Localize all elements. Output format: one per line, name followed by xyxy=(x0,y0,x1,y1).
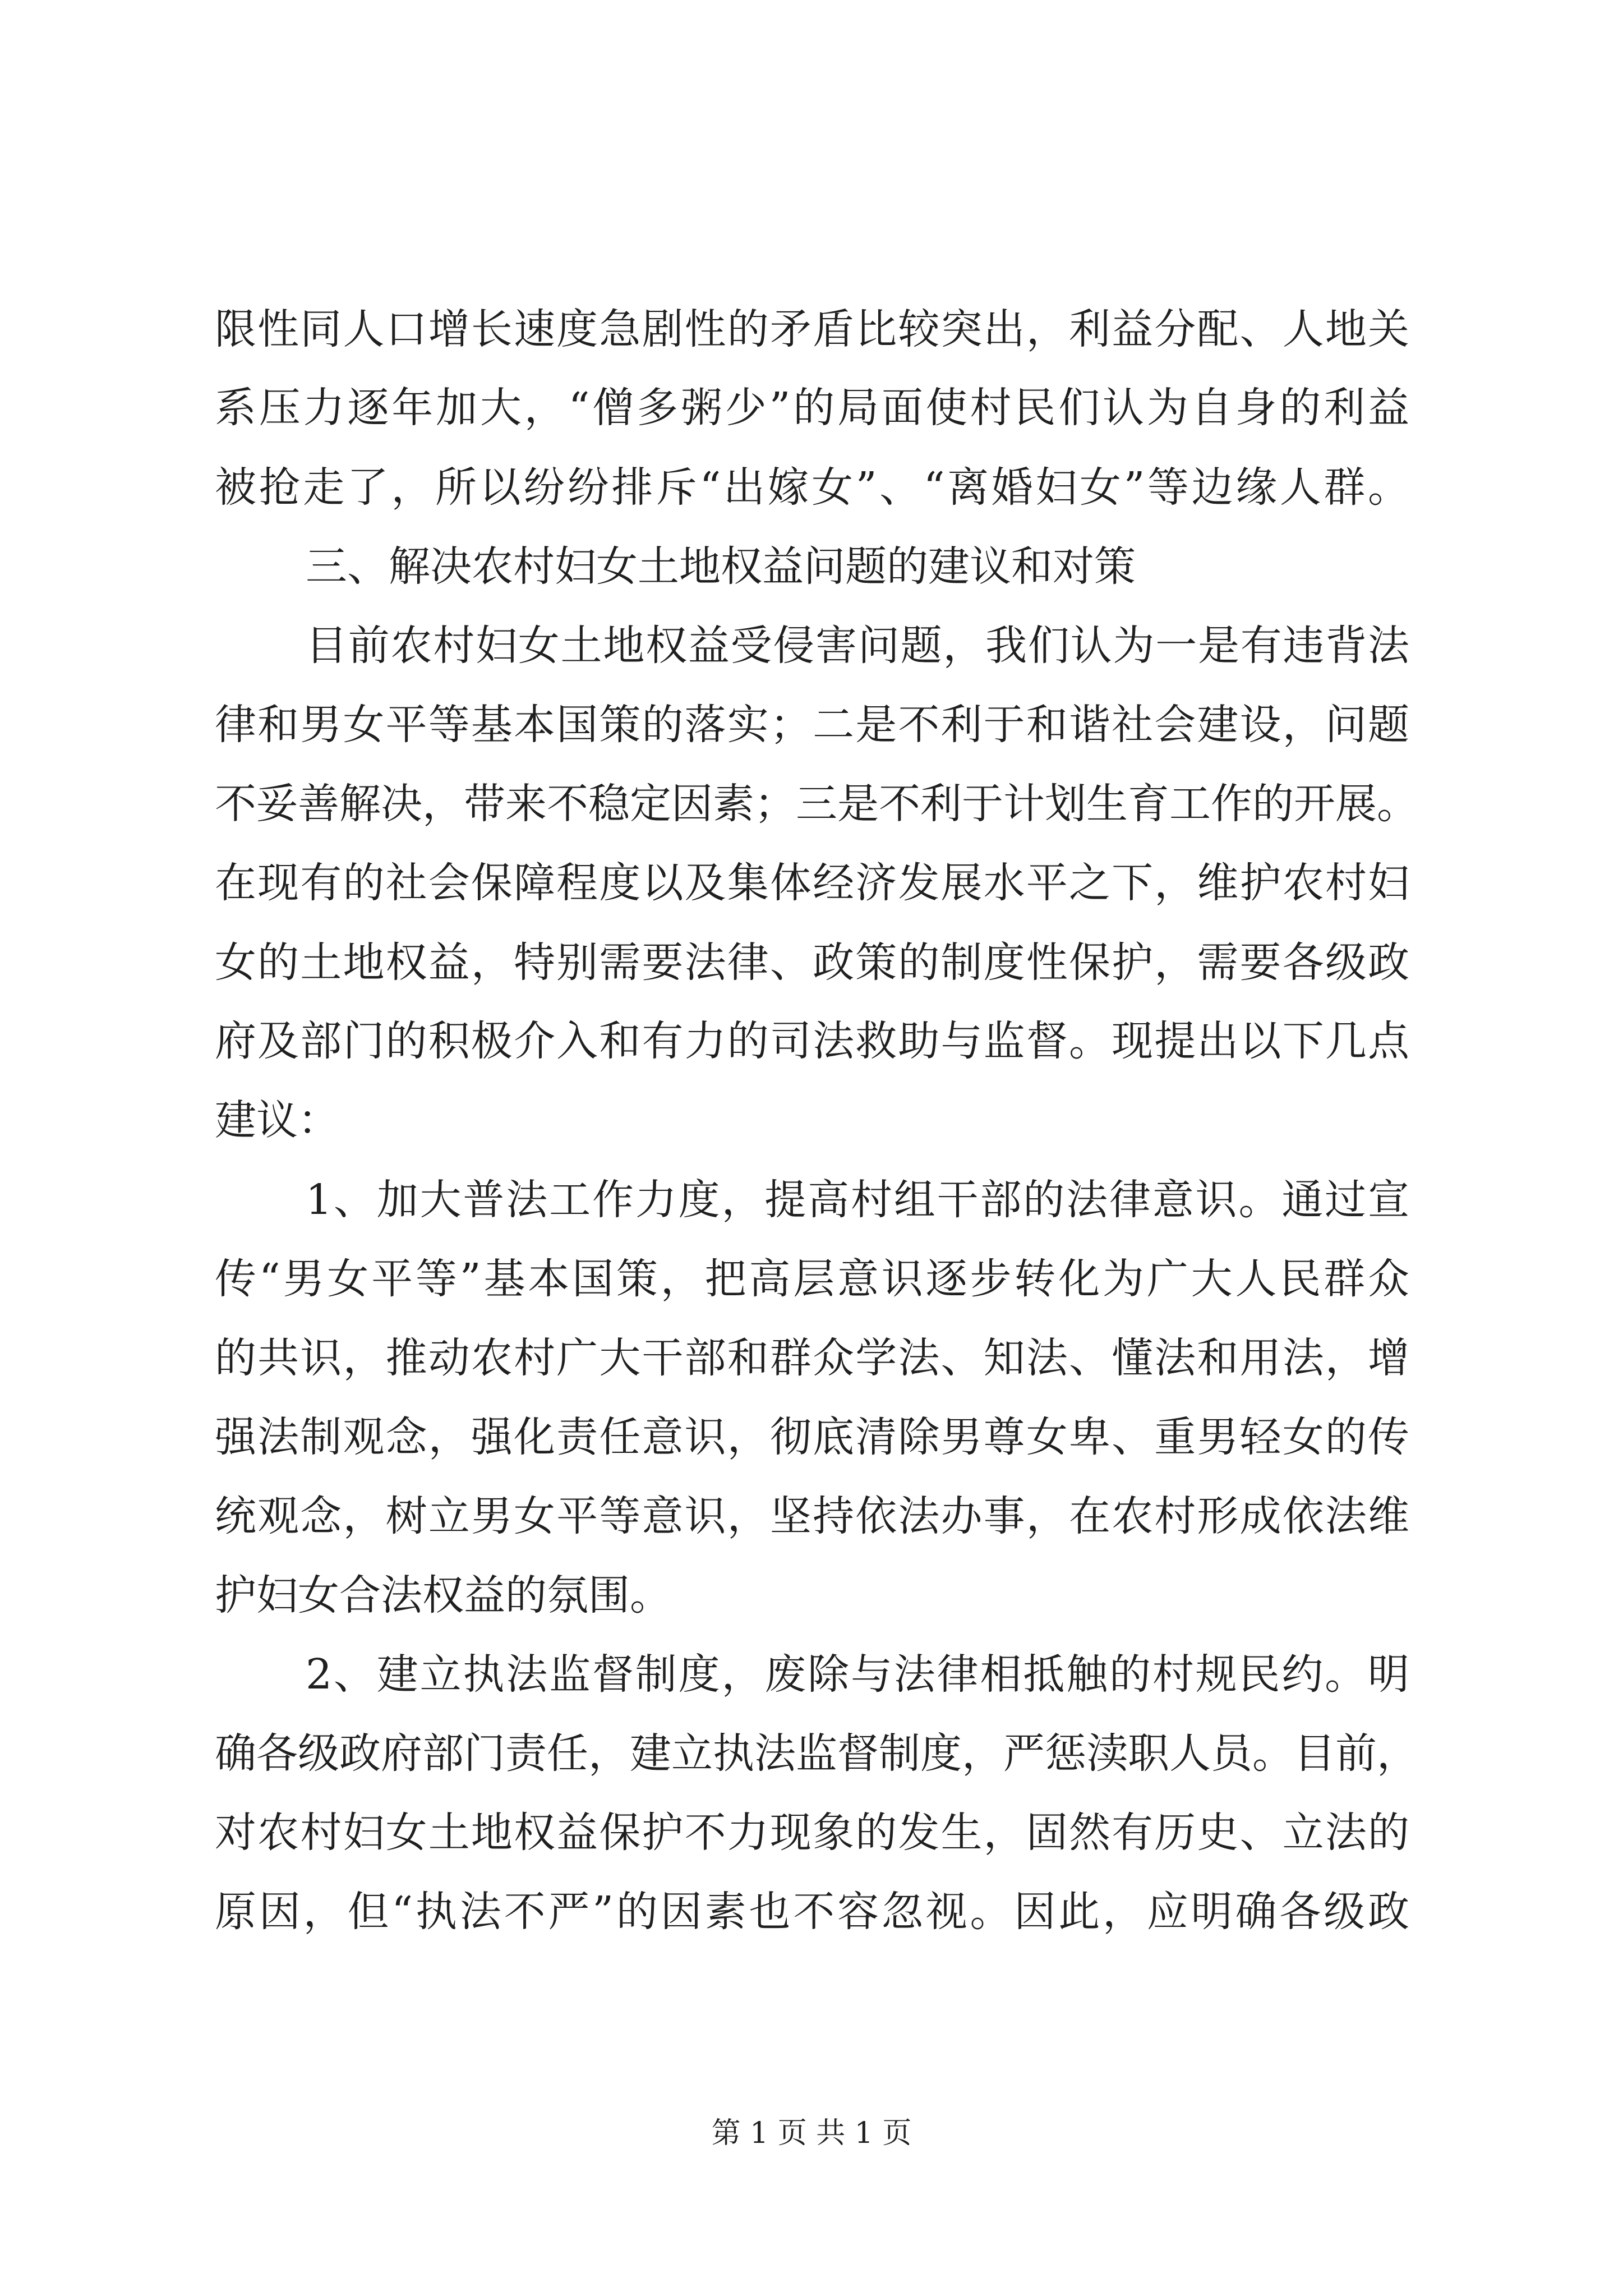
body-text-line: 府及部门的积极介入和有力的司法救助与监督。现提出以下几点 xyxy=(215,1017,1409,1065)
body-text-line: 对农村妇女土地权益保护不力现象的发生，固然有历史、立法的 xyxy=(215,1809,1409,1857)
section-heading: 三、解决农村妇女土地权益问题的建议和对策 xyxy=(306,542,1136,591)
body-text-line: 不妥善解决，带来不稳定因素；三是不利于计划生育工作的开展。 xyxy=(215,780,1418,828)
body-text-line: 限性同人口增长速度急剧性的矛盾比较突出，利益分配、人地关 xyxy=(215,305,1409,353)
body-text-line: 律和男女平等基本国策的落实；二是不利于和谐社会建设，问题 xyxy=(215,701,1409,749)
body-text-line: 确各级政府部门责任，建立执法监督制度，严惩渎职人员。目前， xyxy=(215,1729,1418,1778)
body-text-line: 传“男女平等”基本国策，把高层意识逐步转化为广大人民群众 xyxy=(215,1255,1409,1303)
body-text-line: 建议： xyxy=(215,1096,339,1144)
paragraph-first-line: 1、加大普法工作力度，提高村组干部的法律意识。通过宣 xyxy=(306,1176,1409,1224)
paragraph-first-line: 2、建立执法监督制度，废除与法律相抵触的村规民约。明 xyxy=(306,1650,1409,1699)
body-text-line: 的共识，推动农村广大干部和群众学法、知法、懂法和用法，增 xyxy=(215,1334,1409,1382)
body-text-line: 在现有的社会保障程度以及集体经济发展水平之下，维护农村妇 xyxy=(215,859,1409,907)
body-text-line: 原因，但“执法不严”的因素也不容忽视。因此，应明确各级政 xyxy=(215,1888,1409,1936)
body-text-line: 女的土地权益，特别需要法律、政策的制度性保护，需要各级政 xyxy=(215,938,1409,987)
paragraph-first-line: 目前农村妇女土地权益受侵害问题，我们认为一是有违背法 xyxy=(306,622,1409,670)
body-text-line: 统观念，树立男女平等意识，坚持依法办事，在农村形成依法维 xyxy=(215,1492,1409,1540)
body-text-line: 强法制观念，强化责任意识，彻底清除男尊女卑、重男轻女的传 xyxy=(215,1413,1409,1461)
body-text-line: 被抢走了，所以纷纷排斥“出嫁女”、“离婚妇女”等边缘人群。 xyxy=(215,463,1409,512)
page-footer: 第 1 页 共 1 页 xyxy=(711,2116,912,2150)
body-text-line: 护妇女合法权益的氛围。 xyxy=(215,1571,671,1619)
body-text-line: 系压力逐年加大，“僧多粥少”的局面使村民们认为自身的利益 xyxy=(215,384,1409,432)
